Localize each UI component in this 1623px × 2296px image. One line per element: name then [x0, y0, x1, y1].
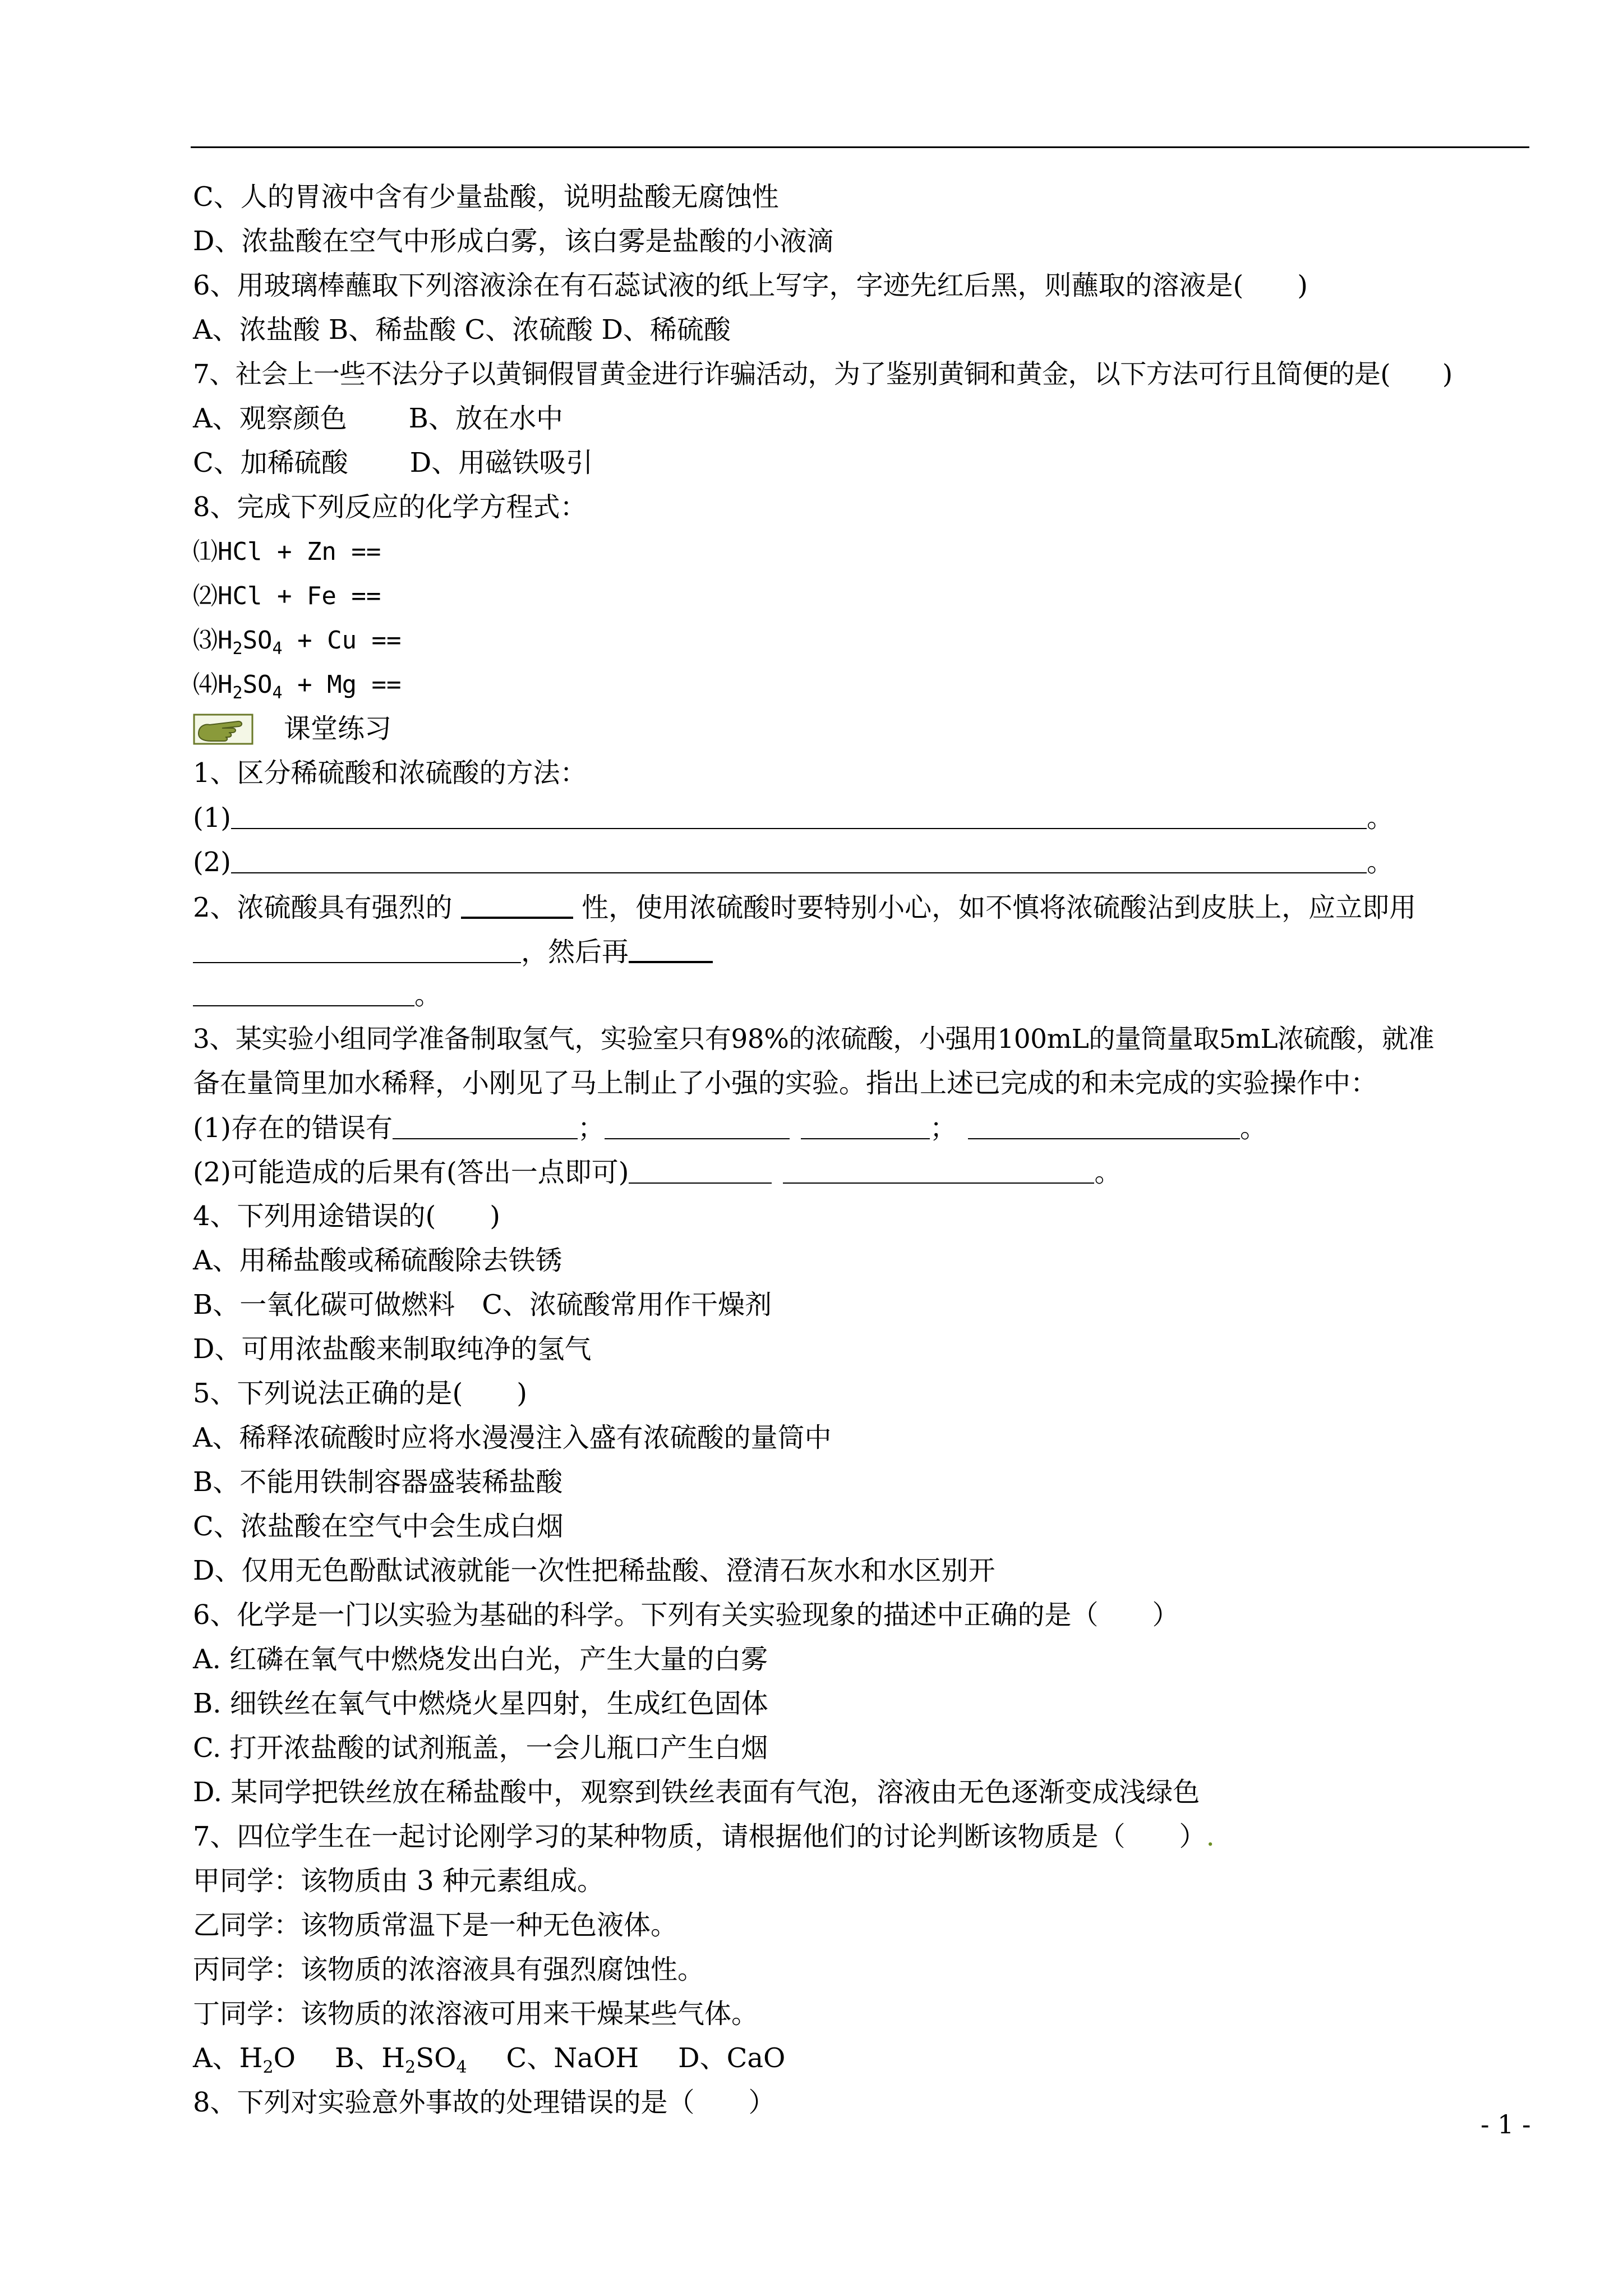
practice-q4-option-bc: B、一氧化碳可做燃料 C、浓硫酸常用作干燥剂	[193, 1289, 772, 1320]
practice-q2-line1: 2、浓硫酸具有强烈的 性，使用浓硫酸时要特别小心，如不慎将浓硫酸沾到皮肤上，应立即用	[193, 884, 1539, 928]
practice-q7-student-ding: 丁同学：该物质的浓溶液可用来干燥某些气体。	[193, 1998, 759, 2030]
question-8-stem: 8、完成下列反应的化学方程式：	[193, 491, 587, 523]
answer-blank[interactable]	[605, 1106, 790, 1139]
practice-q3-line2: 备在量筒里加水稀释，小刚见了马上制止了小强的实验。指出上述已完成的和未完成的实验操作中：	[193, 1068, 1378, 1099]
equation-4: $⑷H_2SO_4 + Mg$ ==	[193, 670, 402, 703]
practice-q3-sub1: (1)存在的错误有 ； ； 。	[193, 1106, 1539, 1150]
header-rule	[191, 146, 1529, 148]
practice-q6-option-d: D. 某同学把铁丝放在稀盐酸中，观察到铁丝表面有气泡，溶液由无色逐渐变成浅绿色	[193, 1777, 1200, 1808]
answer-blank[interactable]	[629, 1150, 772, 1184]
practice-q6-stem: 6、化学是一门以实验为基础的科学。下列有关实验现象的描述中正确的是（ ）	[193, 1599, 1179, 1631]
section-heading	[193, 707, 1539, 751]
practice-q1-blank-2: (2) 。	[193, 840, 1539, 884]
practice-q5-option-d: D、仅用无色酚酞试液就能一次性把稀盐酸、澄清石灰水和水区别开	[193, 1555, 995, 1586]
answer-blank[interactable]	[231, 840, 1367, 873]
practice-q1-blank-1: (1) 。	[193, 795, 1539, 840]
practice-q7-stem: 7、四位学生在一起讨论刚学习的某种物质，请根据他们的讨论判断该物质是（ ）.	[193, 1821, 1215, 1852]
equation-2: ⑵HCl + Fe ==	[193, 582, 381, 610]
practice-q6-option-a: A. 红磷在氧气中燃烧发出白光，产生大量的白雾	[193, 1644, 768, 1675]
practice-q3-sub2: (2)可能造成的后果有(答出一点即可) 。	[193, 1150, 1539, 1194]
practice-q5-option-c: C、浓盐酸在空气中会生成白烟	[193, 1511, 564, 1542]
question-7-options-cd	[193, 441, 1539, 485]
practice-q5-option-a: A、稀释浓硫酸时应将水漫漫注入盛有浓硫酸的量筒中	[193, 1422, 832, 1453]
practice-q5-stem: 5、下列说法正确的是( )	[193, 1378, 527, 1409]
practice-q2-line3: 。	[193, 973, 1539, 1017]
worksheet-body	[193, 175, 1539, 2125]
page-number: - 1 -	[1481, 2109, 1531, 2139]
equation-3: $⑶H_2SO_4 + Cu$ ==	[193, 626, 402, 659]
section-title: 课堂练习	[284, 713, 392, 744]
answer-blank[interactable]	[801, 1106, 930, 1139]
answer-blank[interactable]	[193, 930, 521, 963]
practice-q2-line2: ，然后再	[193, 928, 1539, 973]
practice-q7-student-yi: 乙同学：该物质常温下是一种无色液体。	[193, 1910, 678, 1941]
practice-q7-student-jia: 甲同学：该物质由 3 种元素组成。	[193, 1865, 605, 1897]
practice-q5-option-b: B、不能用铁制容器盛装稀盐酸	[193, 1466, 563, 1498]
option-d: D、用磁铁吸引	[409, 447, 593, 478]
answer-blank[interactable]	[968, 1106, 1240, 1139]
answer-blank[interactable]	[629, 928, 713, 963]
answer-blank[interactable]	[783, 1150, 1094, 1184]
option-d-line: D、浓盐酸在空气中形成白雾，该白雾是盐酸的小液滴	[193, 226, 834, 257]
answer-blank[interactable]	[393, 1106, 578, 1139]
practice-q3-line1: 3、某实验小组同学准备制取氢气，实验室只有98%的浓硫酸，小强用100mL的量筒量取5mL浓硫酸，就准	[193, 1024, 1435, 1055]
question-7-options-ab	[193, 397, 1539, 441]
practice-q4-option-d: D、可用浓盐酸来制取纯净的氢气	[193, 1333, 592, 1365]
equation-1: ⑴HCl + Zn ==	[193, 537, 381, 566]
option-c: C、加稀硫酸	[193, 447, 348, 478]
option-b: B、放在水中	[408, 403, 563, 434]
answer-blank[interactable]	[231, 795, 1367, 829]
practice-q7-student-bing: 丙同学：该物质的浓溶液具有强烈腐蚀性。	[193, 1954, 705, 1985]
answer-blank[interactable]	[461, 884, 573, 919]
practice-q8-stem: 8、下列对实验意外事故的处理错误的是（ ）	[193, 2087, 776, 2118]
option-c-line: C、人的胃液中含有少量盐酸，说明盐酸无腐蚀性	[193, 181, 779, 213]
question-6-stem: 6、用玻璃棒蘸取下列溶液涂在有石蕊试液的纸上写字，字迹先红后黑，则蘸取的溶液是( )	[193, 270, 1308, 301]
practice-q6-option-b: B. 细铁丝在氧气中燃烧火星四射，生成红色固体	[193, 1688, 768, 1719]
practice-q1-stem: 1、区分稀硫酸和浓硫酸的方法：	[193, 757, 587, 789]
practice-q7-options: A、$H_2O$ B、$H_2SO_4$ C、NaOH D、CaO	[193, 2042, 786, 2077]
option-a: A、观察颜色	[193, 403, 347, 434]
practice-q6-option-c: C. 打开浓盐酸的试剂瓶盖，一会儿瓶口产生白烟	[193, 1732, 768, 1764]
practice-q4-stem: 4、下列用途错误的( )	[193, 1200, 500, 1232]
question-7-stem: 7、社会上一些不法分子以黄铜假冒黄金进行诈骗活动，为了鉴别黄铜和黄金，以下方法可行且简便的是( )	[193, 359, 1453, 390]
pointing-hand-icon	[193, 712, 255, 746]
question-6-options: A、浓盐酸 B、稀盐酸 C、浓硫酸 D、稀硫酸	[193, 314, 731, 346]
practice-q4-option-a: A、用稀盐酸或稀硫酸除去铁锈	[193, 1245, 562, 1276]
answer-blank[interactable]	[193, 973, 414, 1006]
